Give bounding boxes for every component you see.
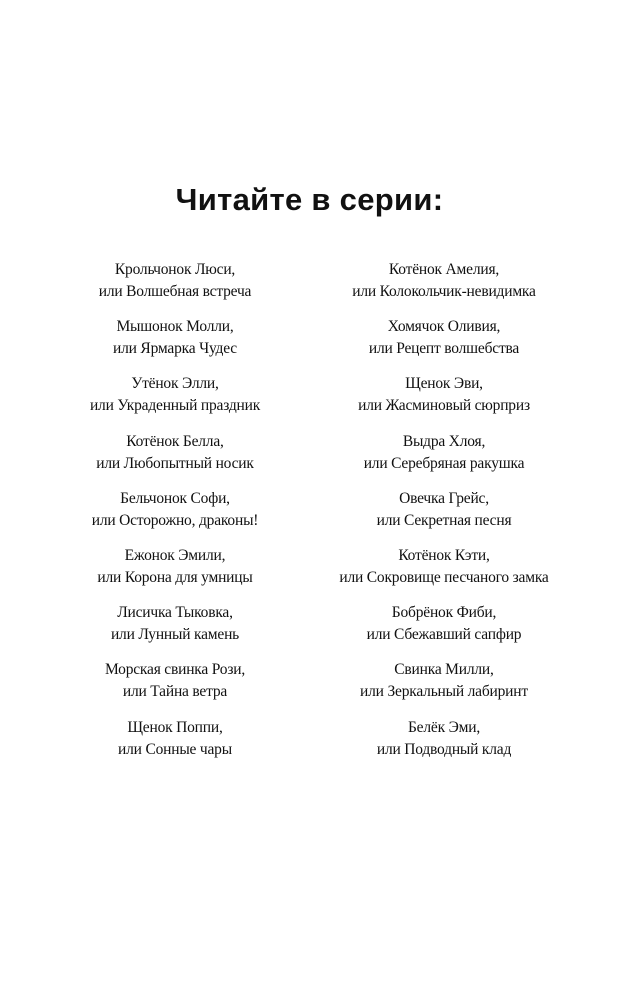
- book-entry: [25, 659, 325, 716]
- book-subtitle: или Ярмарка Чудес: [113, 340, 237, 358]
- book-entry: [25, 373, 325, 430]
- book-entry: [294, 316, 594, 373]
- book-entry: [25, 602, 325, 659]
- book-entry: [294, 545, 594, 602]
- book-entry: [294, 488, 594, 545]
- book-entry: [25, 717, 325, 774]
- book-title: Выдра Хлоя,: [402, 432, 486, 450]
- book-subtitle: или Корона для умницы: [97, 568, 253, 586]
- book-title: Котёнок Амелия,: [388, 261, 500, 278]
- book-title: Бельчонок Софи,: [120, 489, 230, 507]
- book-entry: [25, 316, 325, 373]
- book-title: Крольчонок Люси,: [114, 261, 236, 278]
- book-subtitle: или Украденный праздник: [89, 397, 261, 415]
- book-title: Бобрёнок Фиби,: [391, 604, 497, 622]
- book-entry: [25, 545, 325, 602]
- book-title: Щенок Эви,: [405, 375, 483, 393]
- book-subtitle: или Подводный клад: [376, 740, 512, 758]
- book-entry: [25, 488, 325, 545]
- book-subtitle: или Волшебная встреча: [98, 283, 252, 300]
- book-entry: [294, 659, 594, 716]
- book-subtitle: или Любопытный носик: [96, 454, 254, 472]
- book-entry: [294, 431, 594, 488]
- book-entry: [25, 431, 325, 488]
- book-entry: [294, 602, 594, 659]
- book-subtitle: или Секретная песня: [376, 511, 512, 529]
- book-entry: [294, 259, 594, 316]
- book-subtitle: или Лунный камень: [110, 626, 240, 644]
- book-subtitle: или Сонные чары: [118, 740, 232, 758]
- book-subtitle: или Зеркальный лабиринт: [360, 683, 528, 701]
- book-entry: [294, 717, 594, 774]
- book-title: Лисичка Тыковка,: [117, 604, 233, 622]
- book-title: Хомячок Оливия,: [387, 318, 501, 336]
- book-subtitle: или Осторожно, драконы!: [91, 511, 259, 529]
- book-title: Щенок Поппи,: [127, 718, 223, 736]
- right-book-list: [294, 259, 594, 774]
- book-subtitle: или Серебряная ракушка: [363, 454, 525, 472]
- book-title: Утёнок Элли,: [131, 375, 219, 393]
- book-title: Мышонок Молли,: [116, 318, 234, 336]
- book-title: Овечка Грейс,: [399, 489, 489, 507]
- book-title: Белёк Эми,: [407, 718, 480, 736]
- book-subtitle: или Сокровище песчаного замка: [339, 568, 549, 586]
- book-title: Котёнок Белла,: [126, 432, 224, 450]
- left-book-list: [25, 259, 325, 774]
- series-heading: Читайте в серии:: [175, 182, 444, 217]
- book-title: Ежонок Эмили,: [124, 546, 226, 564]
- book-subtitle: или Тайна ветра: [122, 683, 228, 701]
- book-subtitle: или Колокольчик-невидимка: [352, 283, 536, 300]
- book-subtitle: или Рецепт волшебства: [368, 340, 520, 358]
- book-title: Морская свинка Рози,: [104, 661, 246, 679]
- book-subtitle: или Жасминовый сюрприз: [358, 397, 530, 415]
- book-entry: [25, 259, 325, 316]
- book-subtitle: или Сбежавший сапфир: [366, 626, 522, 644]
- book-entry: [294, 373, 594, 430]
- book-title: Свинка Милли,: [394, 661, 494, 679]
- book-title: Котёнок Кэти,: [398, 546, 490, 564]
